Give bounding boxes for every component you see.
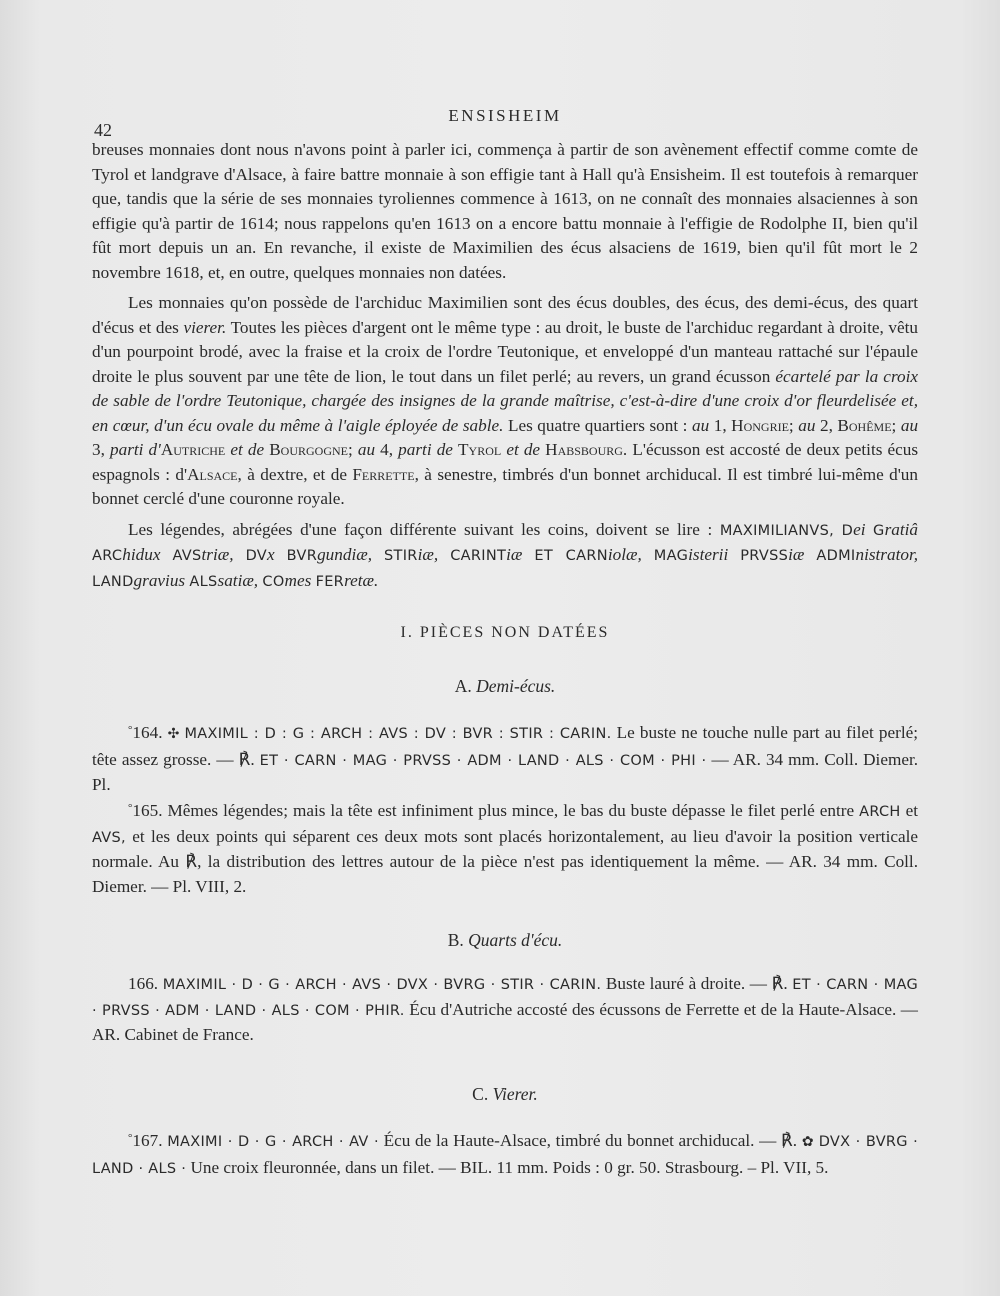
rosette-glyph-icon: ✿ bbox=[801, 1135, 814, 1150]
entry-165 bbox=[92, 796, 918, 899]
q3-num: 3, bbox=[92, 440, 105, 459]
entry-166-text bbox=[92, 972, 918, 1048]
legend-l7: hidux bbox=[122, 545, 161, 564]
q4-name-1: Tyrol bbox=[458, 440, 502, 459]
q1-name: Hongrie bbox=[731, 415, 789, 435]
legend-l1: MAXIMILIANVS, bbox=[719, 522, 835, 539]
q3-name-2: Bourgogne bbox=[269, 440, 348, 459]
reverse-symbol: ℟. bbox=[771, 974, 788, 993]
q3-au: au bbox=[900, 415, 919, 435]
entry-164-number: 164. bbox=[132, 723, 163, 742]
legend-l19: iolæ, bbox=[607, 545, 642, 564]
reverse-symbol: ℟, bbox=[185, 852, 202, 871]
q2-au: au bbox=[798, 415, 816, 435]
subsection-b-letter: B. bbox=[447, 930, 464, 950]
entry-166-number: 166. bbox=[128, 974, 159, 993]
entry-164-desc-1: Le buste ne touche nulle part au filet perlé; tête assez grosse. — bbox=[92, 723, 919, 769]
intro-paragraph-1 bbox=[92, 138, 918, 285]
q3-parti: parti d' bbox=[110, 440, 161, 459]
entry-167-desc-2: Une croix fleuronnée, dans un filet. — BIL. 11 mm. Poids : 0 gr. 50. Strasbourg. – Pl. VII, 5. bbox=[190, 1157, 829, 1177]
legend-l20: MAG bbox=[653, 548, 689, 564]
p2-text-j: , à senestre, timbrés d'un bonnet archiducal. Il est timbré lui-même d'un bonnet cerclé d'une couronne royale. bbox=[92, 464, 918, 508]
q1-num: 1, bbox=[713, 415, 727, 435]
entry-166-desc-1: Buste lauré à droite. — bbox=[605, 974, 767, 993]
p2-alsace: Alsace bbox=[187, 464, 238, 484]
reverse-symbol: ℟. bbox=[238, 749, 255, 769]
legend-l31: mes bbox=[284, 570, 312, 590]
subsection-c-title bbox=[90, 1084, 920, 1105]
page-header bbox=[90, 106, 920, 140]
entry-164-text bbox=[92, 718, 918, 798]
reverse-symbol: ℟. bbox=[781, 1131, 798, 1150]
entry-167-desc-1: Écu de la Haute-Alsace, timbré du bonnet archiducal. — bbox=[383, 1131, 777, 1150]
entry-164-obverse-legend: MAXIMIL : D : G : ARCH : AVS : DV : BVR : STIR : CARIN. bbox=[184, 726, 612, 742]
entry-165-desc-4: la distribution des lettres autour de la pièce n'est pas identiquement la même. — AR. 34 mm. Coll. Diemer. — Pl. VIII, 2. bbox=[92, 852, 919, 896]
entry-164-reverse-legend: ET · CARN · MAG · PRVSS · ADM · LAND · ALS · COM · PHI · bbox=[259, 752, 707, 769]
legend-l11: x bbox=[267, 545, 275, 564]
legend-l13: gundiæ, bbox=[317, 545, 372, 564]
entry-164-desc-2: — AR. 34 mm. Coll. Diemer. Pl. bbox=[92, 749, 919, 794]
legend-l27: gravius bbox=[133, 570, 186, 590]
legend-l4: G bbox=[873, 522, 885, 539]
legend-l22: PRVSS bbox=[740, 548, 789, 564]
entry-165-desc-1: Mêmes légendes; mais la tête est infiniment plus mince, le bas du buste dépasse le filet perlé entre bbox=[167, 801, 855, 820]
subsection-a-name: Demi-écus. bbox=[476, 676, 556, 696]
legend-l12: BVR bbox=[286, 548, 318, 564]
subsection-a-letter: A. bbox=[454, 676, 472, 696]
q4-name-2: Habsbourg. bbox=[545, 440, 628, 459]
p2-ferrette: Ferrette bbox=[352, 464, 415, 484]
intro-p1-text: breuses monnaies dont nous n'avons point à parler ici, commença à partir de son avènement effectif comme comte de Tyrol et landgrave d'Alsace, à faire battre monnaie à son effigie tant à Hall qu'à Ensisheim. Il est toutefois à remarquer que, tandis que la série de ses monnaies tyroliennes commence à 1613, on ne connaît des monnaies alsaciennes à son effigie qu'à partir de 1614; nous rappelons qu'en 1613 on a encore battu monnaie à l'effigie de Rodolphe II, bien qu'il fût mort depuis un an. En revanche, il existe de Maximilien des écus alsaciens de 1619, bien qu'il fût mort le 2 novembre 1618, et, en outre, quelques monnaies non datées. bbox=[92, 140, 918, 282]
entry-165-mark: ° bbox=[128, 802, 133, 814]
p2-text-a: Les monnaies qu'on possède de l'archiduc Maximilien sont des écus doubles, des écus, des demi-écus, des quart d'écus et des bbox=[92, 293, 918, 337]
p2-text-f: L'écusson est accosté de deux petits écus espagnols : d' bbox=[92, 440, 919, 484]
q4-au: au bbox=[357, 440, 376, 459]
p2-text-e: Les quatre quartiers sont : bbox=[507, 415, 688, 435]
legend-l15: iæ, bbox=[417, 545, 439, 564]
legend-l33: retæ. bbox=[344, 570, 379, 590]
legend-l25: nistrator, bbox=[855, 545, 919, 564]
legend-l10: DV bbox=[245, 548, 267, 564]
legend-l8: AVS bbox=[172, 548, 202, 564]
entry-166-reverse-legend: ET · CARN · MAG · PRVSS · ADM · LAND · ALS · COM · PHIR. bbox=[92, 977, 919, 1019]
legend-l24: ADMI bbox=[816, 548, 856, 564]
p2-text-c: Toutes les pièces d'argent ont le même type : au droit, le buste de l'archiduc regardant à droite, vêtu d'un pourpoint brodé, avec la fraise et la croix de l'ordre Teutonique, et enveloppé d'un manteau rattaché sur l'épaule droite le plus souvent par une tête de lion, le tout dans un filet perlé; au revers, un grand écusson bbox=[92, 317, 919, 386]
legend-l26: LAND bbox=[92, 573, 134, 590]
legend-l29: satiæ, bbox=[217, 570, 259, 590]
q1-au: au bbox=[691, 415, 710, 435]
legend-l5: ratiâ bbox=[884, 519, 919, 539]
entry-165-desc-2: et bbox=[905, 801, 919, 820]
legend-l6: ARC bbox=[92, 548, 123, 564]
q2-num: 2, bbox=[819, 415, 833, 435]
q4-num: 4, bbox=[380, 440, 394, 459]
entry-165-word-arch: ARCH bbox=[859, 804, 901, 820]
entry-167-text bbox=[92, 1126, 918, 1181]
q2-name: Bohême bbox=[837, 415, 892, 435]
legend-l16: CARINT bbox=[450, 548, 507, 564]
subsection-a-title bbox=[90, 676, 920, 697]
entry-167-number: 167. bbox=[132, 1131, 163, 1150]
subsection-c-name: Vierer. bbox=[492, 1084, 538, 1104]
subsection-b-title bbox=[90, 930, 920, 951]
running-title: ENSISHEIM bbox=[448, 106, 562, 125]
entry-164-mark: ° bbox=[128, 724, 133, 736]
page-number: 42 bbox=[94, 120, 112, 140]
entry-165-word-avs: AVS, bbox=[92, 829, 126, 846]
entry-165-desc-3: et les deux points qui séparent ces deux mots sont placés horizontalement, au lieu d'avoir la position verticale normale. Au bbox=[92, 826, 919, 871]
p2-italic-description: écartelé par la croix de sable de l'ordre Teutonique, chargée des insignes de la grande maîtrise, c'est-à-dire d'une croix d'or fleurdelisée et, en cœur, d'un écu ovale du même à l'aigle éployée de sable. bbox=[92, 366, 918, 435]
intro-paragraph-3 bbox=[92, 518, 918, 595]
entry-166-obverse-legend: MAXIMIL · D · G · ARCH · AVS · DVX · BVRG · STIR · CARIN. bbox=[162, 977, 602, 993]
legend-l32: FER bbox=[315, 573, 345, 590]
entry-166 bbox=[92, 972, 918, 1048]
legend-l30: CO bbox=[262, 573, 285, 590]
legend-l9: triæ, bbox=[201, 545, 234, 564]
legend-l17: iæ bbox=[506, 545, 523, 564]
legend-l18: ET CARN bbox=[534, 548, 608, 564]
p2-italic-vierer: vierer. bbox=[183, 317, 227, 337]
entry-164 bbox=[92, 718, 918, 798]
subsection-b-name: Quarts d'écu. bbox=[468, 930, 563, 950]
entry-165-number: 165. bbox=[132, 801, 163, 820]
intro-paragraph-2: Les monnaies qu'on possède de l'archiduc Maximilien sont des écus doubles, des écus, des demi-écus, des quart d'écus et des vierer. Toutes les pièces d'argent ont le même type : au droit, le buste de l'archiduc regardant à droite, vêtu d'un pourpoint brodé, avec la fraise et la croix de l'ordre Teutonique, et enveloppé d'un manteau rattaché sur l'épaule droite le plus souvent par une tête de lion, le tout dans un filet perlé; au revers, un grand écusson écartelé par la croix de sable de l'ordre Teutonique, chargée des insignes de la grande maîtrise, c'est-à-dire d'une croix d'or fleurdelisée et, en cœur, d'un écu ovale du même à l'aigle éployée de sable. Les quatre quartiers sont : au 1, Hongrie; au 2, Bohême; au 3, parti d'Autriche et de Bourgogne; au 4, parti de Tyrol et de Habsbourg. L'écusson est accosté de deux petits écus espagnols : d'Alsace, à dextre, et de Ferrette, à senestre, timbrés d'un bonnet archiducal. Il est timbré lui-même d'un bonnet cerclé d'une couronne royale. bbox=[92, 293, 919, 508]
entry-167-obverse-legend: MAXIMI · D · G · ARCH · AV · bbox=[167, 1134, 379, 1150]
p2-text-h: , à dextre, et de bbox=[237, 464, 347, 484]
p3-text-a: Les légendes, abrégées d'une façon différente suivant les coins, doivent se lire : bbox=[128, 519, 713, 539]
q4-parti: parti de bbox=[398, 440, 453, 459]
legend-l2: D bbox=[841, 522, 854, 539]
q3-name-1: Autriche bbox=[160, 440, 226, 459]
section-title: I. PIÈCES NON DATÉES bbox=[400, 624, 610, 641]
entry-167-reverse-legend: DVX · BVRG · LAND · ALS · bbox=[92, 1134, 919, 1177]
q3-et-de: et de bbox=[230, 440, 265, 459]
legend-l23: iæ bbox=[788, 545, 805, 564]
entry-166-desc-2: Écu d'Autriche accosté des écussons de Ferrette et de la Haute-Alsace. — AR. Cabinet de France. bbox=[92, 999, 918, 1044]
legend-l3: ei bbox=[853, 519, 866, 539]
cross-glyph-icon: ✣ bbox=[167, 727, 180, 742]
entry-167-mark: ° bbox=[128, 1132, 133, 1144]
entry-165-text bbox=[92, 796, 918, 899]
legend-l21: isterii bbox=[688, 545, 729, 564]
legend-l14: STIR bbox=[384, 548, 418, 564]
subsection-c-letter: C. bbox=[472, 1084, 489, 1104]
intro-text bbox=[92, 138, 918, 600]
legend-l28: ALS bbox=[189, 573, 218, 590]
entry-167 bbox=[92, 1126, 918, 1181]
q4-et-de: et de bbox=[506, 440, 541, 459]
